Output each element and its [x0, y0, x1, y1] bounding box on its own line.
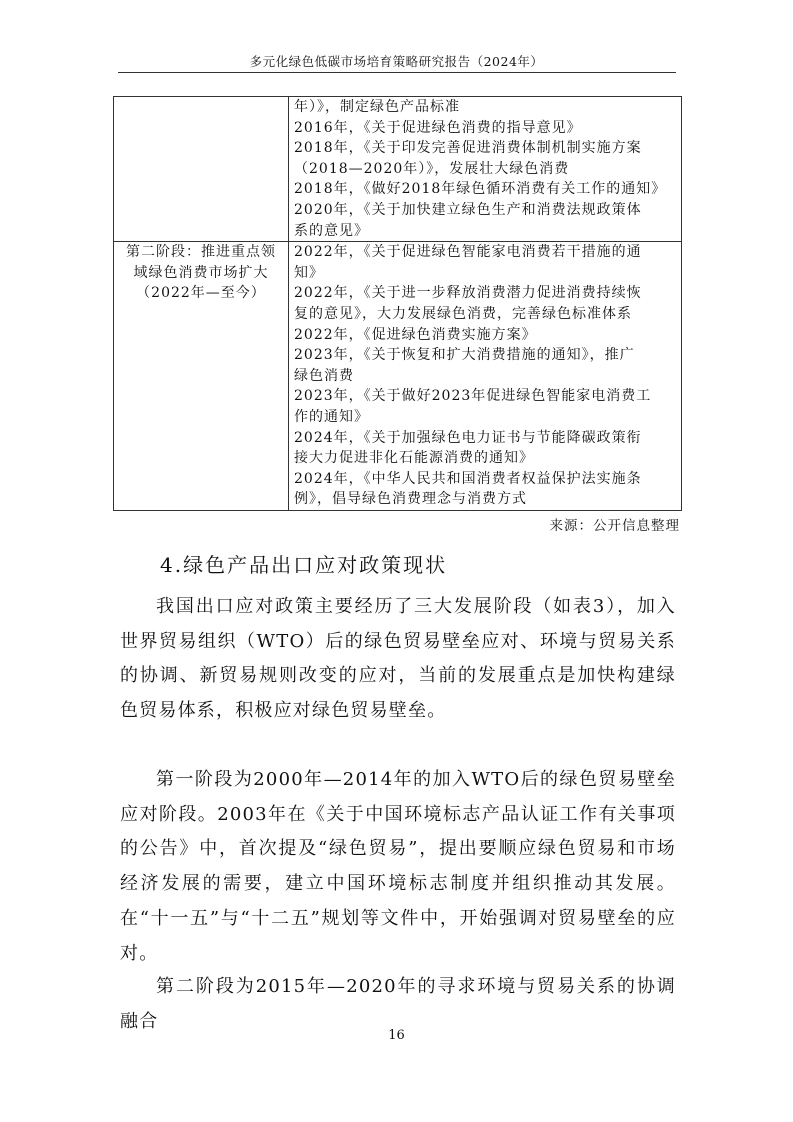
documents-cell	[289, 97, 682, 242]
documents-cell	[289, 242, 682, 511]
stage-cell	[114, 242, 289, 511]
table-row	[114, 242, 682, 511]
section-heading: 4.绿色产品出口应对政策现状	[160, 553, 448, 577]
doc-line: 2018年，《做好2018年绿色循环消费有关工作的通知》	[294, 181, 667, 198]
doc-line: （2018—2020年）》，发展壮大绿色消费	[294, 160, 570, 177]
doc-line: 2016年，《关于促进绿色消费的指导意见》	[294, 119, 582, 136]
doc-line: 2024年，《中华人民共和国消费者权益保护法实施条	[294, 470, 642, 487]
doc-line: 例》，倡导绿色消费理念与消费方式	[294, 491, 527, 508]
stage-line: （2022年—至今）	[136, 285, 266, 302]
doc-line: 绿色消费	[294, 367, 354, 384]
doc-line: 2022年，《关于进一步释放消费潜力促进消费持续恢	[294, 285, 642, 302]
stage-cell	[114, 97, 289, 242]
doc-line: 2018年，《关于印发完善促进消费体制机制实施方案	[294, 140, 642, 157]
doc-line: 2023年，《关于恢复和扩大消费措施的通知》，推广	[294, 347, 635, 364]
table-row	[114, 97, 682, 242]
doc-line: 系的意见》	[294, 222, 369, 239]
doc-line: 作的通知》	[294, 408, 369, 425]
stage-line: 第二阶段：推进重点领	[126, 244, 276, 261]
policy-table	[113, 96, 682, 511]
doc-line: 2024年，《关于加强绿色电力证书与节能降碳政策衔	[294, 429, 642, 446]
body-paragraph: 第一阶段为2000年—2014年的加入WTO后的绿色贸易壁垒应对阶段。2003年在《关于中国环境标志产品认证工作有关事项的公告》中，首次提及“绿色贸易”，提出要顺应绿色贸易和市场经济发展的需要，建立中国环境标志制度并组织推动其发展。在“十一五”与“十二五”规划等文件中，开始强调对贸易壁垒的应对。	[120, 769, 676, 964]
doc-line: 2022年，《促进绿色消费实施方案》	[294, 326, 537, 343]
doc-line: 2023年，《关于做好2023年促进绿色智能家电消费工	[294, 388, 652, 405]
doc-line: 年）》，制定绿色产品标准	[294, 99, 460, 115]
doc-line: 2022年，《关于促进绿色智能家电消费若干措施的通	[294, 244, 642, 261]
doc-line: 复的意见》，大力发展绿色消费，完善绿色标准体系	[294, 305, 632, 322]
doc-line: 接大力促进非化石能源消费的通知》	[294, 450, 534, 467]
doc-line: 知》	[294, 264, 324, 281]
doc-line: 2020年，《关于加快建立绿色生产和消费法规政策体	[294, 201, 642, 218]
running-header: 多元化绿色低碳市场培育策略研究报告（2024年）	[249, 54, 544, 69]
header-rule	[118, 72, 676, 73]
page-number: 16	[388, 1028, 405, 1043]
body-paragraph: 我国出口应对政策主要经历了三大发展阶段（如表3），加入世界贸易组织（WTO）后的绿色贸易壁垒应对、环境与贸易关系的协调、新贸易规则改变的应对，当前的发展重点是加快构建绿色贸易体系，积极应对绿色贸易壁垒。	[120, 596, 676, 722]
stage-line: 域绿色消费市场扩大	[133, 264, 269, 281]
table-source-note: 来源：公开信息整理	[549, 518, 680, 534]
body-paragraph: 第二阶段为2015年—2020年的寻求环境与贸易关系的协调融合	[120, 976, 676, 1032]
